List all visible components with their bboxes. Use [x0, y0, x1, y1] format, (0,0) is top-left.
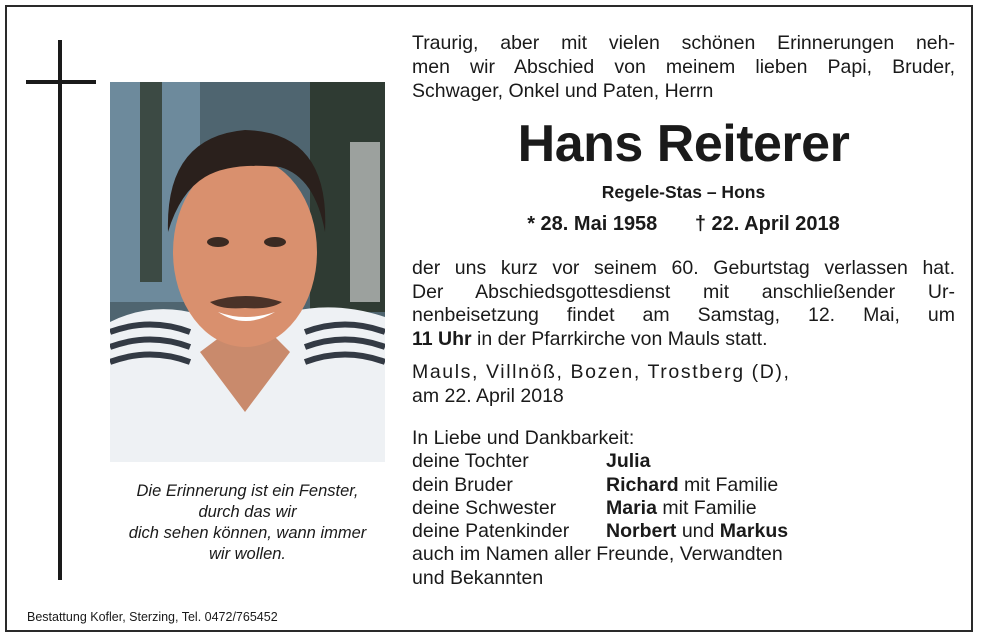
family-outro: auch im Namen aller Freunde, Verwandten: [412, 543, 783, 566]
nickname: Regele-Stas – Hons: [601, 182, 766, 202]
relation: deine Schwester: [412, 496, 557, 519]
intro-line: Schwager, Onkel und Paten, Herrn: [412, 80, 714, 102]
places: Mauls, Villnöß, Bozen, Trostberg (D),: [412, 361, 791, 383]
cross-vertical: [58, 40, 62, 580]
cross-horizontal: [26, 80, 96, 84]
family-row: [412, 450, 955, 473]
quote-line: Die Erinnerung ist ein Fenster,: [136, 482, 359, 500]
relation: deine Patenkinder: [412, 520, 570, 543]
service-line: Der Abschiedsgottesdienst mit anschließender Ur-: [412, 280, 955, 303]
intro-text: [412, 31, 955, 103]
service-text: [412, 257, 955, 351]
service-line: [412, 328, 955, 352]
intro-line: men wir Abschied von meinem lieben Papi, Bruder,: [412, 56, 955, 78]
family-member: Julia: [606, 450, 651, 473]
service-time: 11 Uhr: [412, 327, 472, 350]
quote-line: wir wollen.: [208, 545, 287, 563]
service-line: der uns kurz vor seinem 60. Geburtstag verlassen hat.: [412, 257, 955, 279]
service-line: nenbeisetzung findet am Samstag, 12. Mai, um: [412, 304, 955, 326]
funeral-home-footer: Bestattung Kofler, Sterzing, Tel. 0472/765452: [27, 610, 278, 624]
date-line: am 22. April 2018: [412, 384, 564, 407]
family-member: Maria mit Familie: [606, 496, 757, 519]
family-outro: und Bekannten: [412, 566, 544, 589]
death-date: † 22. April 2018: [694, 213, 840, 235]
memorial-quote: [100, 481, 395, 565]
family-member: Richard mit Familie: [606, 473, 779, 496]
service-location: in der Pfarrkirche von Mauls statt.: [471, 327, 768, 350]
family-row: [412, 520, 955, 543]
relation: dein Bruder: [412, 473, 513, 496]
birth-date: * 28. Mai 1958: [527, 213, 658, 235]
family-row: [412, 497, 955, 520]
family-row: [412, 474, 955, 497]
life-dates: [412, 211, 955, 237]
relation: deine Tochter: [412, 450, 529, 473]
place-date: [412, 361, 955, 408]
deceased-name: Hans Reiterer: [517, 115, 850, 173]
family-member: Norbert und Markus: [606, 520, 789, 543]
quote-line: dich sehen können, wann immer: [128, 524, 367, 542]
portrait-photo: [110, 82, 385, 462]
quote-line: durch das wir: [198, 503, 297, 521]
family-list: [412, 427, 955, 590]
intro-line: Traurig, aber mit vielen schönen Erinnerungen neh-: [412, 32, 955, 54]
family-intro: In Liebe und Dankbarkeit:: [412, 427, 635, 449]
